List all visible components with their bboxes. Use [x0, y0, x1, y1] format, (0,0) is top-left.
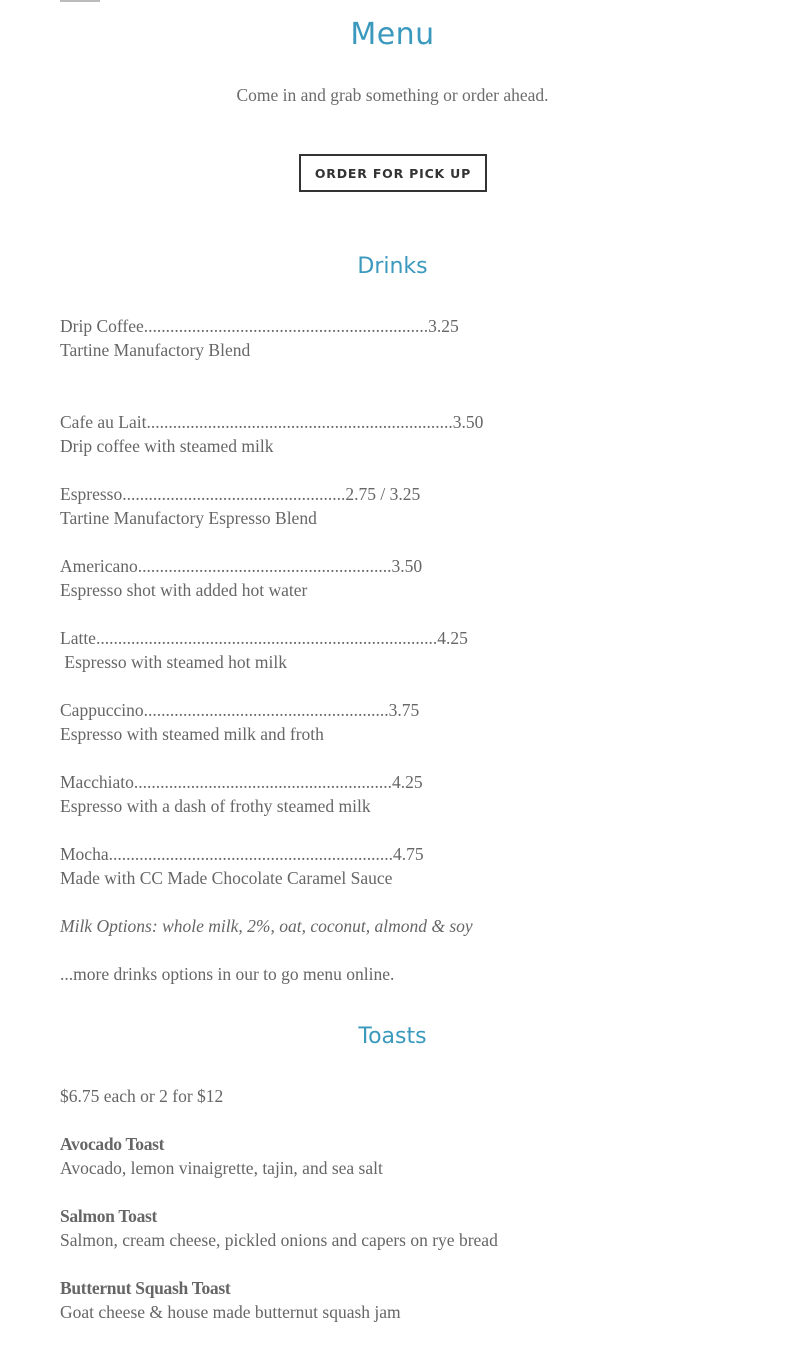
toast-description: Avocado, lemon vinaigrette, tajin, and sea salt: [60, 1158, 383, 1178]
drink-price-line: Cafe au Lait......................................................................3.50: [60, 412, 484, 432]
drink-description: Made with CC Made Chocolate Caramel Sauce: [60, 868, 393, 888]
drink-price-line: Latte..............................................................................4.25: [60, 628, 468, 648]
intro-text: Come in and grab something or order ahead.: [236, 85, 549, 105]
drink-price-line: Mocha.................................................................4.75: [60, 844, 424, 864]
order-for-pick-up-button[interactable]: ORDER FOR PICK UP: [299, 154, 487, 192]
toast-name: Avocado Toast: [60, 1134, 165, 1154]
top-divider: [60, 0, 100, 2]
drink-price-line: Espresso...................................................2.75 / 3.25: [60, 484, 421, 504]
milk-options-note: Milk Options: whole milk, 2%, oat, coconut, almond & soy: [60, 916, 473, 936]
drink-description: Tartine Manufactory Espresso Blend: [60, 508, 317, 528]
drink-description: Espresso with a dash of frothy steamed milk: [60, 796, 371, 816]
drink-price-line: Macchiato...........................................................4.25: [60, 772, 423, 792]
toast-price-note: $6.75 each or 2 for $12: [60, 1086, 224, 1106]
drink-description: Espresso shot with added hot water: [60, 580, 308, 600]
drink-description: Tartine Manufactory Blend: [60, 340, 251, 360]
toasts-heading: Toasts: [358, 1024, 427, 1049]
toast-name: Salmon Toast: [60, 1206, 158, 1226]
toast-description: Salmon, cream cheese, pickled onions and capers on rye bread: [60, 1230, 498, 1250]
drinks-heading: Drinks: [357, 254, 428, 279]
drink-description: Drip coffee with steamed milk: [60, 436, 274, 456]
page-title: Menu: [350, 17, 435, 52]
more-drinks-note: ...more drinks options in our to go menu online.: [60, 964, 395, 984]
toast-name: Butternut Squash Toast: [60, 1278, 231, 1298]
drink-price-line: Drip Coffee.................................................................3.25: [60, 316, 459, 336]
drink-description: Espresso with steamed hot milk: [60, 652, 287, 672]
drink-description: Espresso with steamed milk and froth: [60, 724, 324, 744]
drink-price-line: Americano..........................................................3.50: [60, 556, 423, 576]
drink-price-line: Cappuccino........................................................3.75: [60, 700, 420, 720]
toast-description: Goat cheese & house made butternut squash jam: [60, 1302, 401, 1322]
